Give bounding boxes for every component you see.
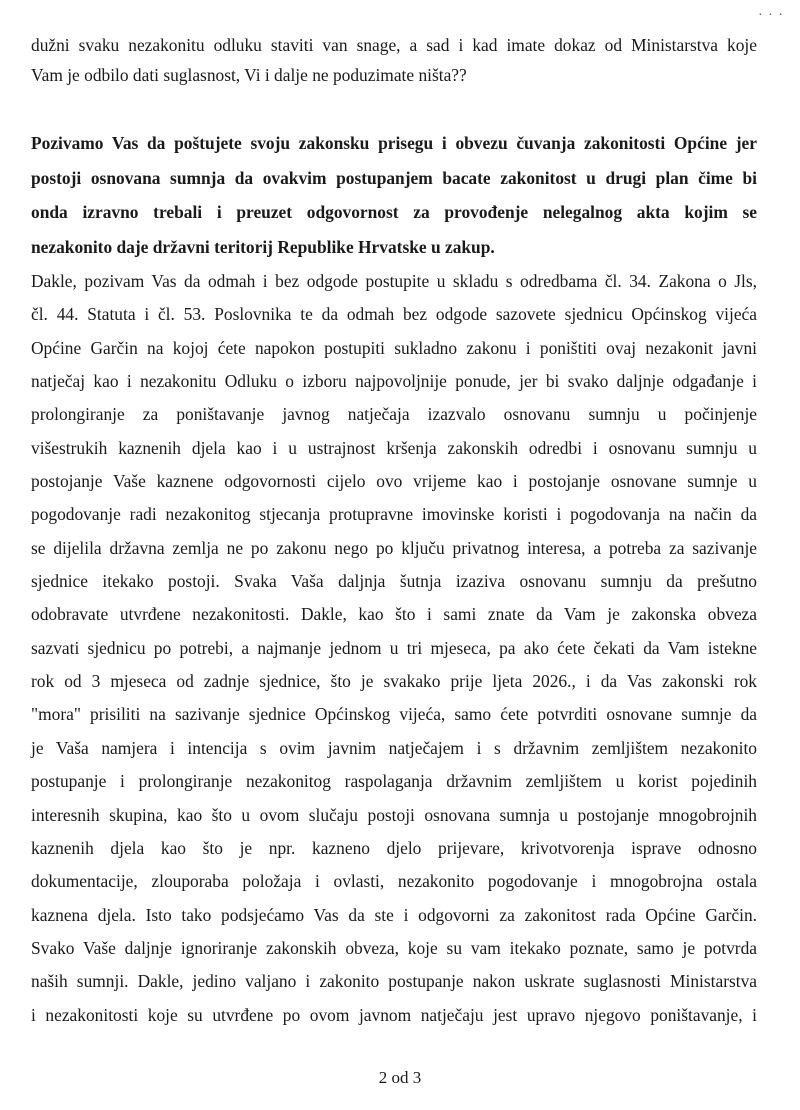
text-line: pogodovanje radi nezakonitog stjecanja protupravne imovinske koristi i pogodovanja na način da (31, 504, 757, 525)
paragraph-intro-continuation (31, 30, 757, 90)
corner-mark: · · · (758, 8, 784, 23)
text-line: Općine Garčin na kojoj ćete napokon postupiti sukladno zakonu i poništiti ovaj nezakonit javni (31, 337, 757, 358)
text-line: je Vaša namjera i intencija s ovim javnim natječajem i s državnim zemljištem nezakonito (31, 737, 757, 758)
text-line: naših sumnji. Dakle, jedino valjano i zakonito postupanje nakon uskrate suglasnosti Ministarstva (31, 971, 757, 992)
text-line: "mora" prisiliti na sazivanje sjednice Općinskog vijeća, samo ćete potvrditi osnovane sumnje da (31, 704, 757, 725)
text-line: Dakle, pozivam Vas da odmah i bez odgode postupite u skladu s odredbama čl. 34. Zakona o Jls, (31, 271, 757, 291)
text-line: dokumentacije, zlouporaba položaja i ovlasti, nezakonito pogodovanje i mnogobrojna ostala (31, 871, 757, 892)
text-line: prolongiranje za poništavanje javnog natječaja izazvalo osnovanu sumnju u počinjenje (31, 404, 757, 425)
text-line: rok od 3 mjeseca od zadnje sjednice, što je svakako prije ljeta 2026., i da Vas zakonski rok (31, 671, 757, 692)
text-line: interesnih skupina, kao što u ovom slučaju postoji osnovana sumnja u postojanje mnogobrojnih (31, 804, 757, 825)
text-line: kaznenih djela kao što je npr. kazneno djelo prijevare, krivotvorenja isprave odnosno (31, 837, 757, 858)
text-line: natječaj kao i nezakonitu Odluku o izboru najpovoljnije ponude, jer bi svako daljnje odgađanje i (31, 371, 757, 392)
text-line: čl. 44. Statuta i čl. 53. Poslovnika te da odmah bez odgode sazovete sjednicu Općinskog vijeća (31, 304, 757, 325)
paragraph-main-body (31, 265, 757, 1032)
text-line: Vam je odbilo dati suglasnost, Vi i dalje ne poduzimate ništa?? (31, 65, 467, 85)
text-line: višestrukih kaznenih djela kao i u ustrajnost kršenja zakonskih odredbi i osnovanu sumnju u (31, 437, 757, 458)
text-line: postojanje Vaše kaznene odgovornosti cijelo ovo vrijeme kao i postojanje osnovane sumnje u (31, 471, 757, 492)
text-line: Svako Vaše daljnje ignoriranje zakonskih obveza, koje su vam itekako poznate, samo je potvrda (31, 937, 757, 958)
text-line: dužni svaku nezakonitu odluku staviti van snage, a sad i kad imate dokaz od Ministarstva koje (31, 35, 757, 55)
text-line: sjednice itekako postoji. Svaka Vaša daljnja šutnja izaziva osnovanu sumnju da prešutno (31, 571, 757, 592)
text-line: odobravate utvrđene nezakonitosti. Dakle, kao što i sami znate da Vam je zakonska obveza (31, 604, 757, 625)
text-line: kaznena djela. Isto tako podsjećamo Vas da ste i odgovorni za zakonitost rada Općine Garčin. (31, 904, 757, 925)
text-line: postoji osnovana sumnja da ovakvim postupanjem bacate zakonitost u drugi plan čime bi (31, 167, 757, 188)
text-line: nezakonito daje državni teritorij Republike Hrvatske u zakup. (31, 236, 495, 257)
text-line: postupanje i prolongiranje nezakonitog raspolaganja državnim zemljištem u korist pojedinih (31, 771, 757, 792)
text-line: se dijelila državna zemlja ne po zakonu nego po ključu privatnog interesa, a potreba za sazivanje (31, 537, 757, 558)
text-line: Pozivamo Vas da poštujete svoju zakonsku prisegu i obvezu čuvanja zakonitosti Općine jer (31, 133, 757, 153)
text-line: i nezakonitosti koje su utvrđene po ovom javnom natječaju jest upravo njegovo poništavanje, i (31, 1004, 757, 1025)
page-number: 2 od 3 (378, 1068, 422, 1087)
text-line: onda izravno trebali i preuzet odgovornost za provođenje nelegalnog akta kojim se (31, 202, 757, 222)
text-line: sazvati sjednicu po potrebi, a najmanje jednom u tri mjeseca, pa ako ćete čekati da Vam istekne (31, 637, 757, 658)
paragraph-bold-appeal (31, 126, 757, 264)
